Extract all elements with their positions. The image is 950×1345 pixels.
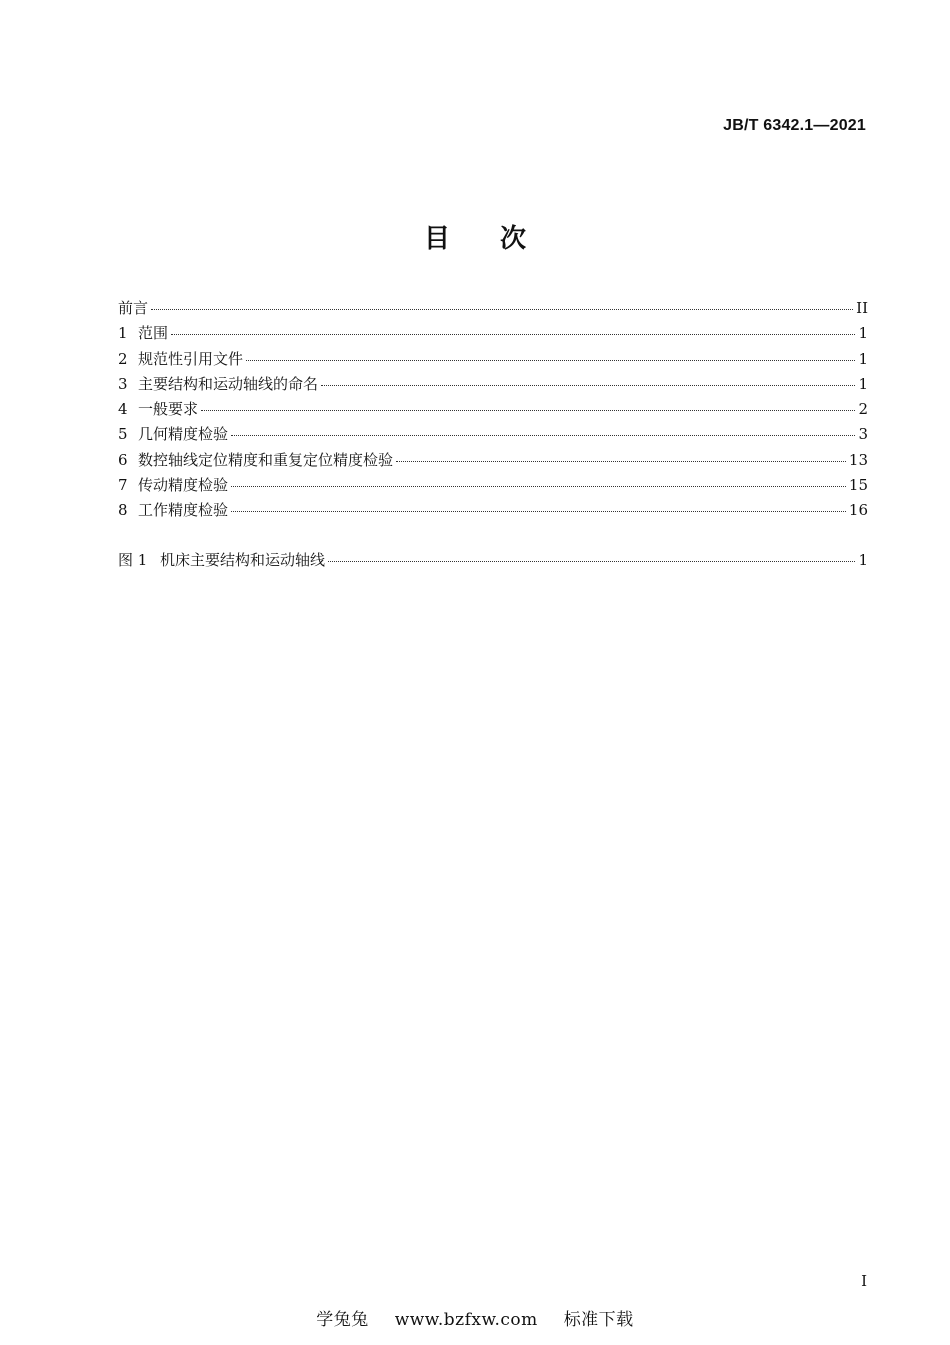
table-of-contents (118, 297, 868, 525)
toc-entry-number: 6 (118, 450, 128, 469)
toc-entry-7[interactable] (118, 474, 868, 499)
toc-entry-page: 1 (858, 324, 868, 343)
dot-leader (231, 486, 846, 487)
toc-entry-foreword[interactable] (118, 297, 868, 322)
toc-entry-number: 5 (118, 425, 128, 444)
page-title (0, 218, 950, 255)
toc-entry-label: 前言 (118, 299, 149, 317)
toc-entry-8[interactable] (118, 499, 868, 524)
toc-entry-3[interactable] (118, 373, 868, 398)
figure-entry-page: 1 (858, 551, 868, 569)
toc-entry-5[interactable] (118, 423, 868, 448)
standard-code: JB/T 6342.1—2021 (723, 117, 866, 134)
toc-entry-label: 主要结构和运动轴线的命名 (138, 374, 319, 393)
toc-entry-number: 3 (118, 374, 128, 393)
toc-entry-label: 几何精度检验 (138, 425, 229, 444)
toc-entry-number: 7 (118, 476, 128, 495)
dot-leader (231, 511, 846, 512)
toc-entry-page: 16 (848, 501, 868, 520)
toc-entry-number: 2 (118, 349, 128, 368)
dot-leader (201, 410, 855, 411)
toc-entry-page: 1 (858, 349, 868, 368)
dot-leader (321, 385, 855, 386)
dot-leader (231, 435, 855, 436)
footer-site-name: 学兔兔 (316, 1310, 369, 1330)
title-part-2: 次 (500, 224, 527, 254)
toc-entry-page: II (856, 299, 868, 317)
dot-leader (396, 461, 846, 462)
toc-entry-number: 8 (118, 501, 128, 520)
footer-slogan: 标准下载 (563, 1310, 634, 1330)
toc-entry-page: 1 (858, 374, 868, 393)
toc-entry-label: 传动精度检验 (138, 476, 229, 495)
dot-leader (171, 334, 855, 335)
figure-entry-1[interactable] (118, 549, 868, 574)
toc-entry-page: 15 (848, 476, 868, 495)
figure-entry-label: 机床主要结构和运动轴线 (160, 551, 326, 569)
toc-entry-1[interactable] (118, 322, 868, 347)
toc-entry-4[interactable] (118, 398, 868, 423)
footer-url[interactable]: www.bzfxw.com (394, 1310, 538, 1330)
dot-leader (246, 360, 855, 361)
toc-entry-label: 一般要求 (138, 400, 199, 419)
toc-entry-label: 规范性引用文件 (138, 349, 244, 368)
toc-entry-label: 数控轴线定位精度和重复定位精度检验 (138, 450, 394, 469)
toc-entry-label: 工作精度检验 (138, 501, 229, 520)
figure-entry-number: 图 1 (118, 551, 148, 569)
toc-entry-6[interactable] (118, 449, 868, 474)
toc-entry-page: 13 (848, 450, 868, 469)
toc-entry-number: 1 (118, 324, 128, 343)
toc-entry-page: 3 (858, 425, 868, 444)
toc-entry-number: 4 (118, 400, 128, 419)
dot-leader (328, 561, 855, 562)
page-number: I (861, 1272, 867, 1290)
dot-leader (151, 309, 853, 310)
footer-watermark (0, 1305, 950, 1330)
title-part-1: 目 (423, 224, 450, 254)
toc-entry-2[interactable] (118, 348, 868, 373)
toc-entry-label: 范围 (138, 324, 169, 343)
list-of-figures (118, 549, 868, 574)
toc-entry-page: 2 (858, 400, 868, 419)
